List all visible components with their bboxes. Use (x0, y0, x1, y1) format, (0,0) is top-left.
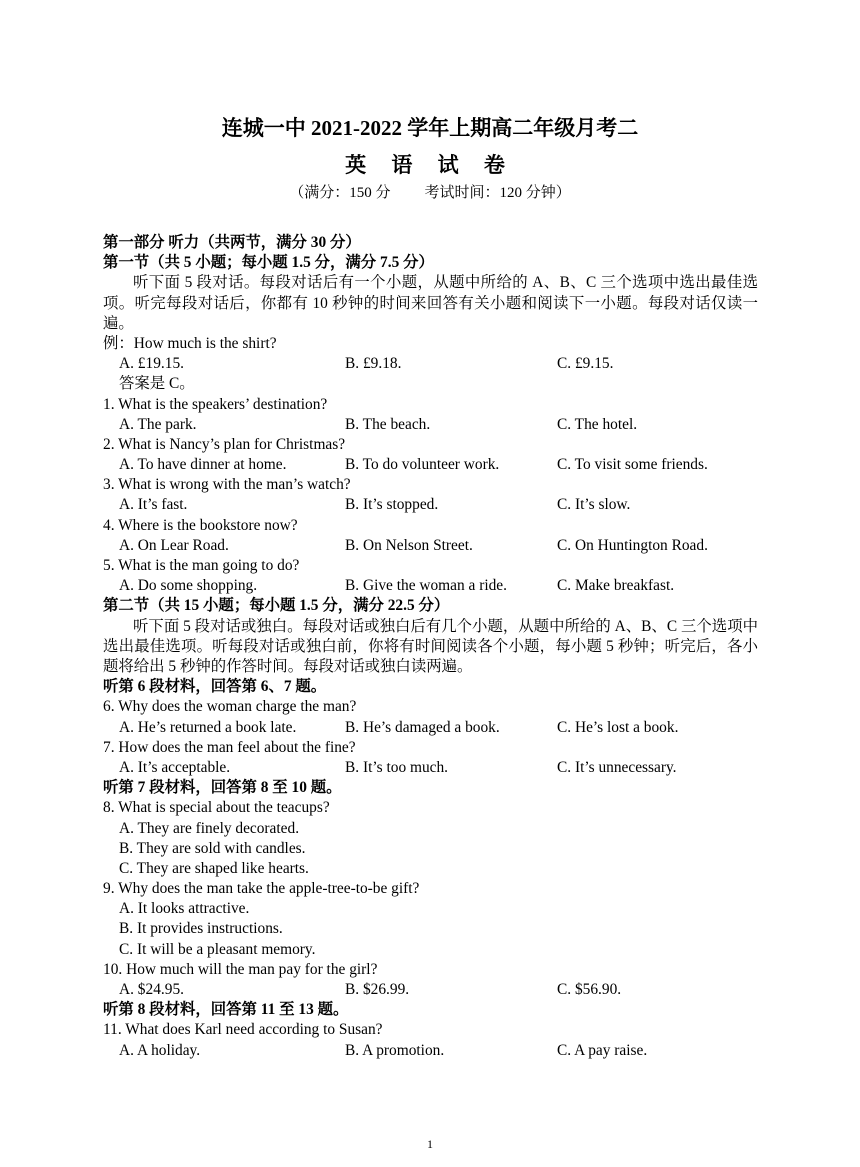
section2-instructions: 听下面 5 段对话或独白。每段对话或独白后有几个小题，从题中所给的 A、B、C 三个选项中选出最佳选项。听每段对话或独白前，你将有时间阅读各个小题，每小题 5 秒钟；听完后，各小题将给出 5 秒钟的作答时间。每段对话或独白读两遍。 (103, 617, 758, 676)
option-c: C. A pay raise. (557, 1041, 648, 1059)
question-5-options (103, 576, 758, 596)
option-b: B. Give the woman a ride. (345, 577, 507, 595)
option-b: B. He’s damaged a book. (345, 718, 500, 736)
option-a: A. They are finely decorated. (119, 819, 300, 837)
option-b: B. It’s stopped. (345, 496, 439, 514)
option-c: C. $56.90. (557, 981, 622, 999)
full-score: （满分：150 分 (289, 185, 391, 201)
page-number: 1 (427, 1137, 433, 1151)
option-c: C. It will be a pleasant memory. (119, 940, 316, 958)
option-a: A. A holiday. (119, 1041, 201, 1059)
option-a: A. It’s acceptable. (119, 758, 231, 776)
exam-title: 连城一中 2021-2022 学年上期高二年级月考二 (221, 116, 639, 140)
option-b: B. $26.99. (345, 981, 410, 999)
question-11: 11. What does Karl need according to Susan? (103, 1021, 383, 1039)
question-10-options (103, 980, 758, 1000)
question-10: 10. How much will the man pay for the girl? (103, 960, 378, 978)
question-3: 3. What is wrong with the man’s watch? (103, 476, 351, 494)
question-8: 8. What is special about the teacups? (103, 799, 330, 817)
material-7-heading: 听第 7 段材料，回答第 8 至 10 题。 (103, 779, 342, 797)
option-c: C. It’s slow. (557, 496, 631, 514)
option-b: B. To do volunteer work. (345, 456, 500, 474)
option-a: A. The park. (119, 415, 197, 433)
question-4: 4. Where is the bookstore now? (103, 516, 298, 534)
option-b: B. It provides instructions. (119, 920, 283, 938)
option-c: C. Make breakfast. (557, 577, 675, 595)
option-b: B. It’s too much. (345, 758, 449, 776)
question-2-options (103, 455, 758, 475)
option-c: C. On Huntington Road. (557, 536, 708, 554)
question-6-options (103, 718, 758, 738)
option-c: C. To visit some friends. (557, 456, 708, 474)
option-c: C. They are shaped like hearts. (119, 859, 309, 877)
question-4-options (103, 536, 758, 556)
question-6: 6. Why does the woman charge the man? (103, 698, 357, 716)
exam-meta (0, 181, 860, 202)
question-2: 2. What is Nancy’s plan for Christmas? (103, 435, 346, 453)
question-1: 1. What is the speakers’ destination? (103, 395, 328, 413)
option-a: A. To have dinner at home. (119, 456, 287, 474)
option-a: A. $24.95. (119, 981, 184, 999)
section1-heading: 第一节（共 5 小题；每小题 1.5 分，满分 7.5 分） (103, 254, 434, 272)
option-c: C. It’s unnecessary. (557, 758, 677, 776)
option-b: B. A promotion. (345, 1041, 445, 1059)
option-a: A. He’s returned a book late. (119, 718, 297, 736)
material-8-heading: 听第 8 段材料，回答第 11 至 13 题。 (103, 1001, 349, 1019)
exam-time: 考试时间：120 分钟） (424, 185, 571, 201)
question-3-options (103, 495, 758, 515)
option-b: B. The beach. (345, 415, 431, 433)
example-question: 例：How much is the shirt? (103, 334, 277, 352)
option-a: A. On Lear Road. (119, 536, 229, 554)
subject-title: 英 语 试 卷 (345, 153, 515, 177)
part1-heading: 第一部分 听力（共两节，满分 30 分） (103, 234, 361, 251)
option-b: B. £9.18. (345, 355, 402, 373)
option-a: A. £19.15. (119, 355, 184, 373)
option-a: A. Do some shopping. (119, 577, 258, 595)
option-a: A. It’s fast. (119, 496, 188, 514)
question-11-options (103, 1041, 758, 1061)
option-c: C. £9.15. (557, 355, 614, 373)
section2-heading: 第二节（共 15 小题；每小题 1.5 分，满分 22.5 分） (103, 597, 450, 615)
option-b: B. They are sold with candles. (119, 839, 306, 857)
option-a: A. It looks attractive. (119, 900, 250, 918)
option-c: C. He’s lost a book. (557, 718, 679, 736)
option-c: C. The hotel. (557, 415, 638, 433)
section1-instructions: 听下面 5 段对话。每段对话后有一个小题，从题中所给的 A、B、C 三个选项中选出最佳选项。听完每段对话后，你都有 10 秒钟的时间来回答有关小题和阅读下一小题。每段对话仅读一遍。 (103, 274, 758, 332)
material-6-heading: 听第 6 段材料，回答第 6、7 题。 (103, 678, 327, 696)
question-1-options (103, 415, 758, 435)
option-b: B. On Nelson Street. (345, 536, 473, 554)
question-7: 7. How does the man feel about the fine? (103, 738, 356, 756)
example-answer: 答案是 C。 (119, 375, 195, 393)
question-9: 9. Why does the man take the apple-tree-to-be gift? (103, 880, 420, 898)
example-options (103, 354, 758, 374)
question-7-options (103, 758, 758, 778)
exam-body (103, 233, 758, 1061)
question-5: 5. What is the man going to do? (103, 557, 300, 575)
